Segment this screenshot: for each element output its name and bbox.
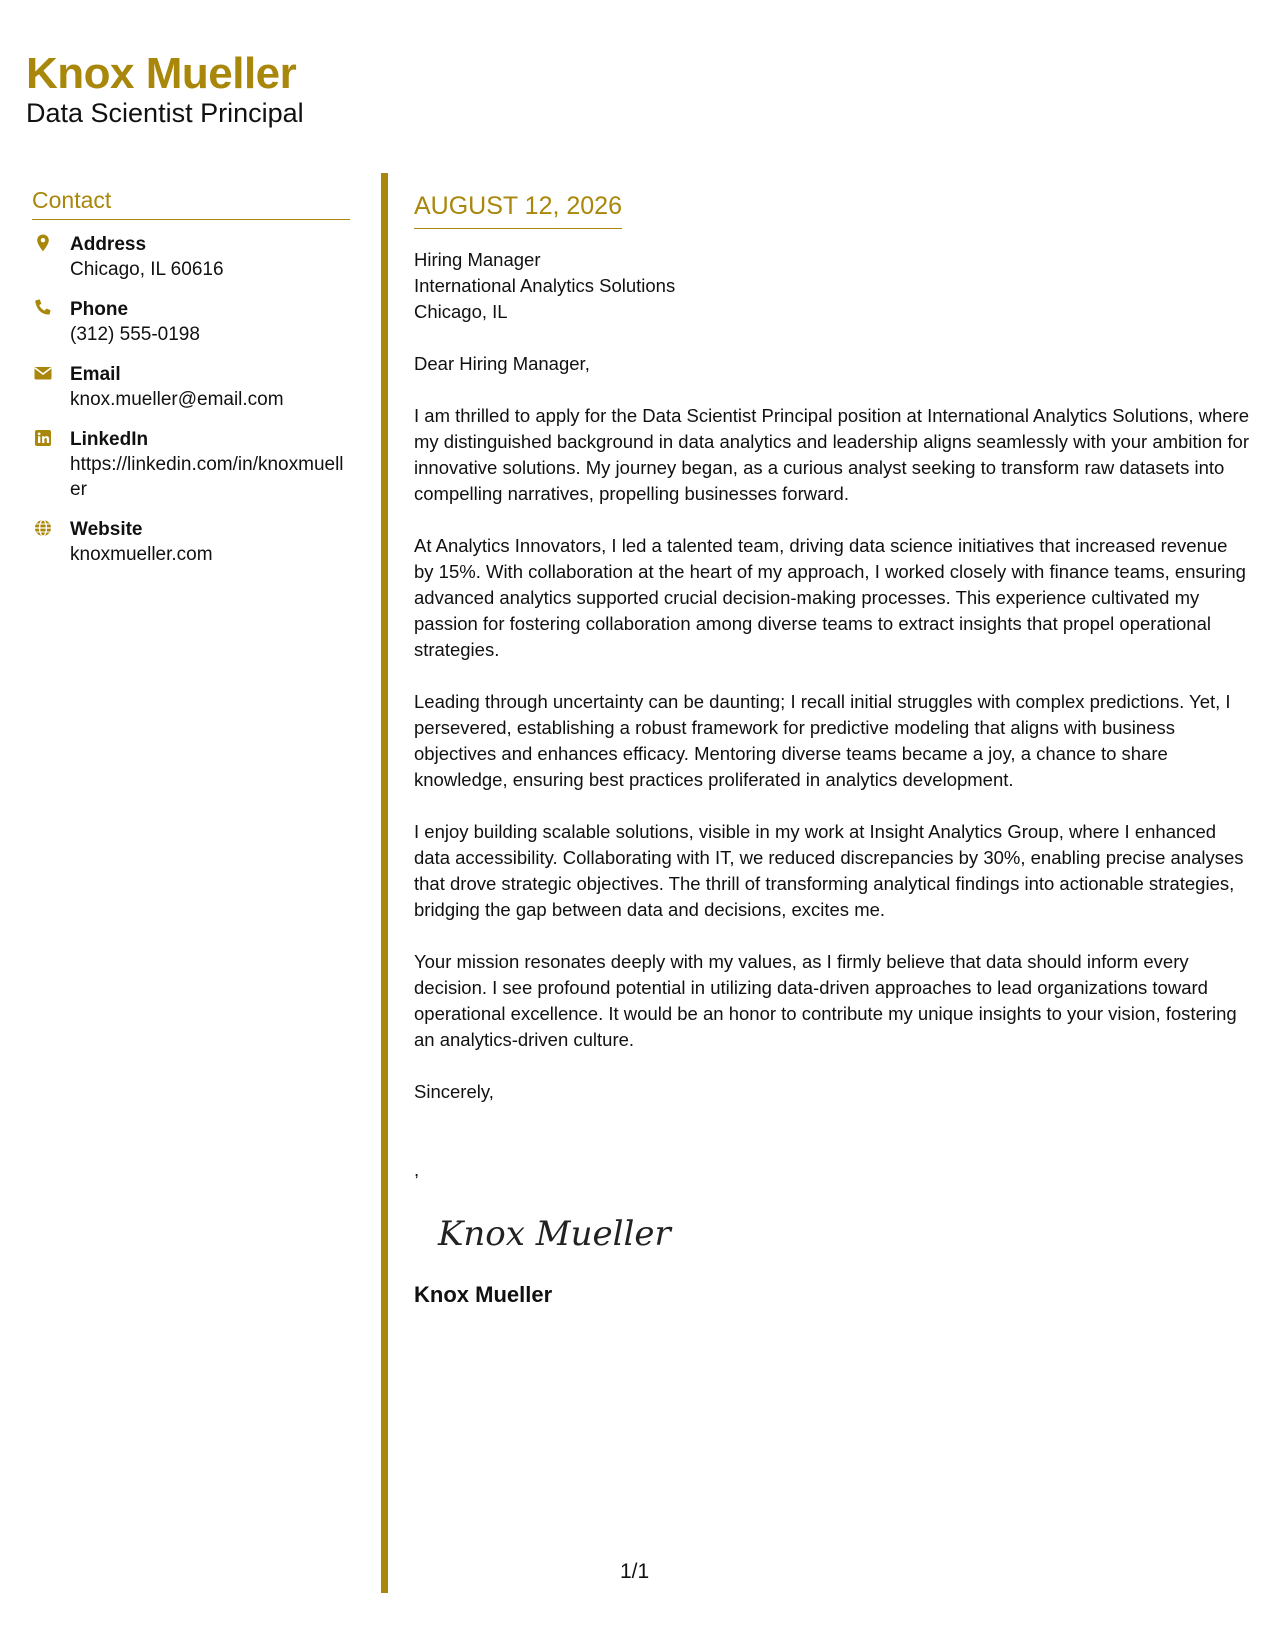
letter-body xyxy=(414,190,1249,1309)
phone-icon xyxy=(33,298,53,318)
contact-value[interactable]: knoxmueller.com xyxy=(70,544,213,565)
recipient-line: Hiring Manager xyxy=(414,249,541,270)
envelope-icon xyxy=(33,363,53,383)
handwritten-signature xyxy=(434,1203,1249,1263)
signature-text: Knox Mueller xyxy=(438,1214,671,1254)
globe-icon xyxy=(33,518,53,538)
body-paragraph: I am thrilled to apply for the Data Scientist Principal position at International Analytics Solutions, where my distinguished background in data analytics and leadership aligns seamlessly with your ambition for innovative solutions. My journey began, as a curious analyst seeking to transform raw datasets into compelling narratives, propelling businesses forward. xyxy=(414,405,1250,504)
contact-heading: Contact xyxy=(32,186,350,220)
page-number: 1/1 xyxy=(620,1560,650,1583)
contact-label: Phone xyxy=(70,299,129,320)
job-title: Data Scientist Principal xyxy=(26,98,304,128)
recipient-line: Chicago, IL xyxy=(414,301,508,322)
contact-value: Chicago, IL 60616 xyxy=(70,259,224,280)
letter-date: AUGUST 12, 2026 xyxy=(414,190,622,229)
salutation: Dear Hiring Manager, xyxy=(414,353,590,374)
page-header xyxy=(26,48,304,130)
contact-label: Website xyxy=(70,519,143,540)
contact-list xyxy=(32,232,350,567)
contact-item-linkedin xyxy=(32,427,350,502)
recipient-block xyxy=(414,247,1249,325)
contact-value[interactable]: knox.mueller@email.com xyxy=(70,389,284,410)
closing: Sincerely, xyxy=(414,1081,494,1102)
body-paragraph: Your mission resonates deeply with my values, as I firmly believe that data should inform every decision. I see profound potential in utilizing data-driven approaches to lead organizations toward operational excellence. It would be an honor to contribute my unique insights to your vision, fostering an analytics-driven culture. xyxy=(414,951,1237,1050)
body-paragraph: At Analytics Innovators, I led a talented team, driving data science initiatives that increased revenue by 15%. With collaboration at the heart of my approach, I worked closely with finance teams, ensuring advanced analytics supported crucial decision-making processes. This experience cultivated my passion for fostering collaboration among diverse teams to extract insights that propel operational strategies. xyxy=(414,535,1246,660)
linkedin-icon xyxy=(33,428,53,448)
vertical-divider xyxy=(381,173,388,1593)
contact-item-address xyxy=(32,232,350,282)
contact-item-email xyxy=(32,362,350,412)
contact-label: Email xyxy=(70,364,121,385)
candidate-name: Knox Mueller xyxy=(26,49,297,98)
contact-value[interactable]: https://linkedin.com/in/knoxmueller xyxy=(70,454,344,500)
closing-comma: , xyxy=(414,1159,420,1180)
contact-item-website xyxy=(32,517,350,567)
contact-label: Address xyxy=(70,234,147,255)
contact-label: LinkedIn xyxy=(70,429,149,450)
contact-item-phone xyxy=(32,297,350,347)
contact-value: (312) 555-0198 xyxy=(70,324,200,345)
signer-name: Knox Mueller xyxy=(414,1282,553,1307)
location-pin-icon xyxy=(33,233,53,253)
body-paragraph: Leading through uncertainty can be daunting; I recall initial struggles with complex predictions. Yet, I persevered, establishing a robust framework for predictive modeling that aligns with business objectives and enhances efficacy. Mentoring diverse teams became a joy, a chance to share knowledge, ensuring best practices proliferated in analytics development. xyxy=(414,691,1231,790)
recipient-line: International Analytics Solutions xyxy=(414,275,676,296)
contact-sidebar xyxy=(32,186,350,582)
body-paragraph: I enjoy building scalable solutions, visible in my work at Insight Analytics Group, where I enhanced data accessibility. Collaborating with IT, we reduced discrepancies by 30%, enabling precise analyses that drove strategic objectives. The thrill of transforming analytical findings into actionable strategies, bridging the gap between data and decisions, excites me. xyxy=(414,821,1244,920)
